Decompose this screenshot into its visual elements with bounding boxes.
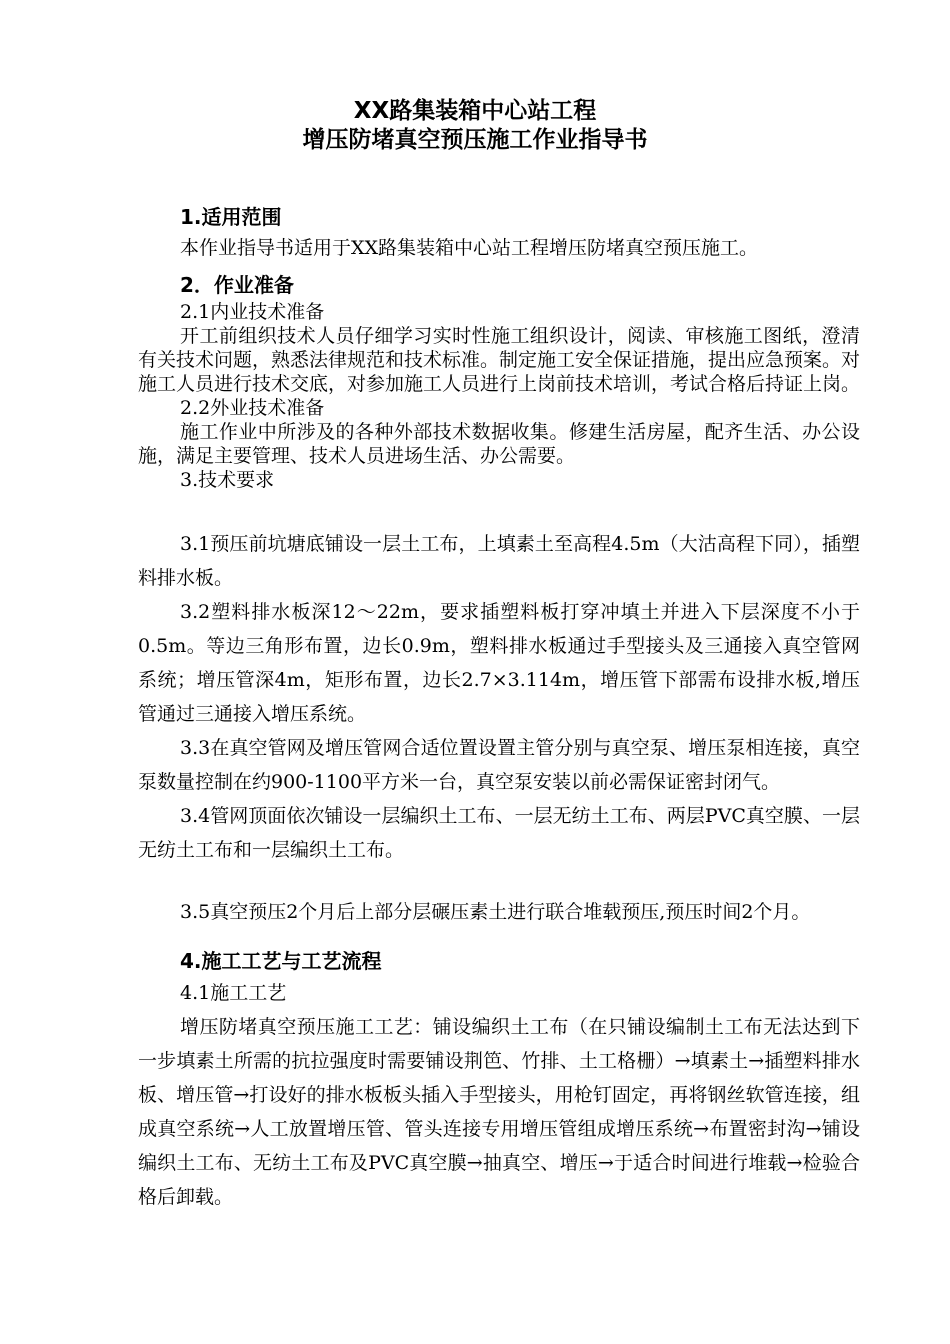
- section-4-1-heading: 4.1施工工艺: [180, 982, 287, 1004]
- document-title-line1: XX路集装箱中心站工程: [353, 98, 597, 124]
- document-title-line2: 增压防堵真空预压施工作业指导书: [302, 127, 648, 153]
- section-1-text: 本作业指导书适用于XX路集装箱中心站工程增压防堵真空预压施工。: [180, 237, 759, 259]
- section-2-heading: 2．作业准备: [180, 273, 294, 297]
- section-2-1-heading: 2.1内业技术准备: [180, 301, 325, 323]
- section-3-heading: 3.技术要求: [180, 469, 275, 491]
- section-3: [138, 527, 860, 867]
- section-4-1-text: 增压防堵真空预压施工工艺：铺设编织土工布（在只铺设编制土工布无法达到下一步填素土所需的抗拉强度时需要铺设荆笆、竹排、土工格栅）→填素土→插塑料排水板、增压管→打设好的排水板板头插入手型接头，用枪钉固定，再将钢丝软管连接，组成真空系统→人工放置增压管、管头连接专用增压管组成增压系统→布置密封沟→铺设编织土工布、无纺土工布及PVC真空膜→抽真空、增压→于适合时间进行堆载→检验合格后卸载。: [138, 1016, 860, 1208]
- section-1-heading: 1.适用范围: [180, 205, 282, 229]
- section-3-1-text: 3.1预压前坑塘底铺设一层土工布，上填素土至高程4.5m（大沽高程下同），插塑料排水板。: [138, 533, 860, 589]
- section-2-2-heading: 2.2外业技术准备: [180, 397, 325, 419]
- section-2-1-text: 开工前组织技术人员仔细学习实时性施工组织设计，阅读、审核施工图纸，澄清有关技术问题，熟悉法律规范和技术标准。制定施工安全保证措施，提出应急预案。对施工人员进行技术交底，对参加施工人员进行上岗前技术培训，考试合格后持证上岗。: [138, 325, 861, 395]
- section-3-4-text: 3.4管网顶面依次铺设一层编织土工布、一层无纺土工布、两层PVC真空膜、一层无纺土工布和一层编织土工布。: [138, 805, 860, 861]
- section-2: [138, 270, 860, 492]
- section-3-2-text: 3.2塑料排水板深12～22m，要求插塑料板打穿冲填土并进入下层深度不小于0.5m。等边三角形布置，边长0.9m，塑料排水板通过手型接头及三通接入真空管网系统；增压管深4m，矩形布置，边长2.7×3.114m，增压管下部需布设排水板,增压管通过三通接入增压系统。: [138, 601, 860, 725]
- section-3-5-text: 3.5真空预压2个月后上部分层碾压素土进行联合堆载预压,预压时间2个月。: [180, 901, 811, 923]
- section-4: [138, 946, 860, 1214]
- section-1: [138, 202, 860, 264]
- section-4-heading: 4.施工工艺与工艺流程: [180, 949, 382, 973]
- section-3-3-text: 3.3在真空管网及增压管网合适位置设置主管分别与真空泵、增压泵相连接，真空泵数量控制在约900-1100平方米一台，真空泵安装以前必需保证密封闭气。: [138, 737, 860, 793]
- section-3-5: [138, 900, 860, 924]
- section-2-2-text: 施工作业中所涉及的各种外部技术数据收集。修建生活房屋，配齐生活、办公设施，满足主要管理、技术人员进场生活、办公需要。: [138, 421, 860, 467]
